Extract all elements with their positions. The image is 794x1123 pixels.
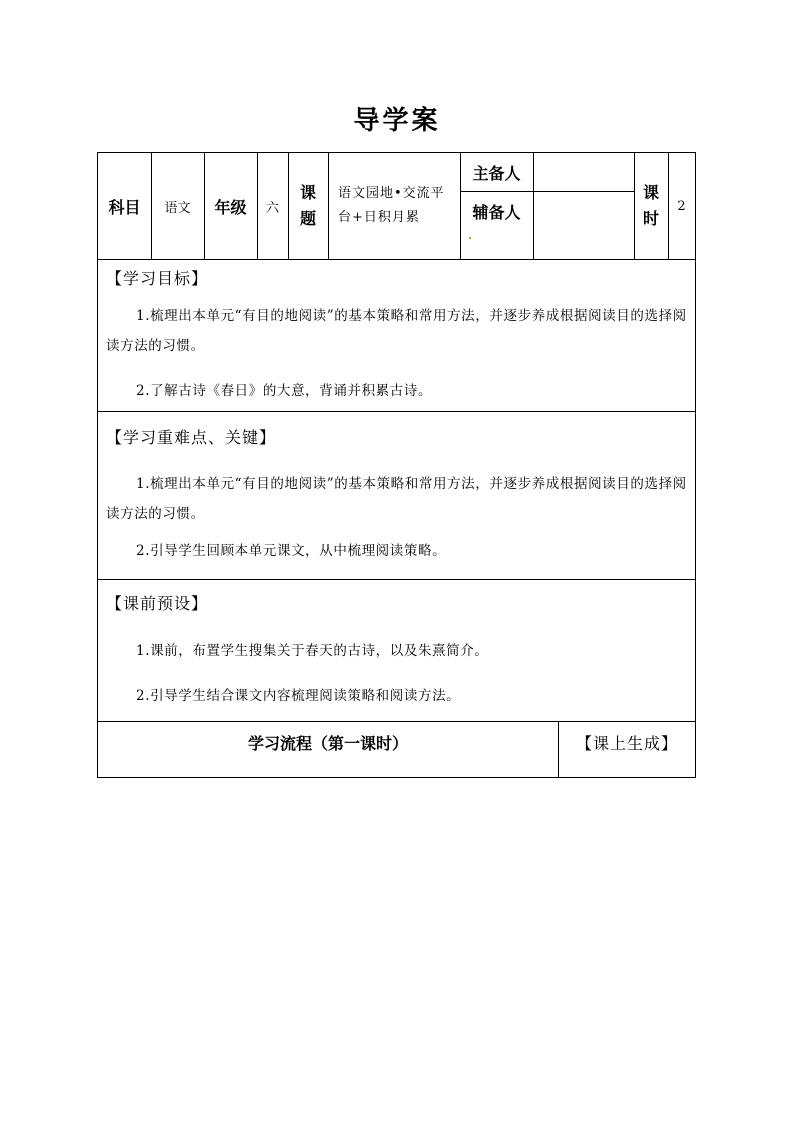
decorative-dot bbox=[469, 237, 471, 239]
objectives-item-1: 1.梳理出本单元“有目的地阅读”的基本策略和常用方法，并逐步养成根据阅读目的选择阅读方法的习惯。 bbox=[106, 308, 687, 354]
topic-label-line-2: 题 bbox=[299, 209, 316, 228]
period-label-line-2: 时 bbox=[642, 209, 659, 228]
page-title: 导学案 bbox=[353, 106, 441, 136]
topic-value-line-1: 语文园地•交流平 bbox=[338, 186, 445, 201]
row-divider bbox=[98, 579, 695, 580]
row-divider bbox=[98, 259, 695, 260]
topic-value bbox=[328, 153, 460, 259]
assistant-preparer-label: 辅备人 bbox=[472, 202, 521, 222]
row-divider bbox=[98, 411, 695, 412]
objectives-item-2: 2.了解古诗《春日》的大意，背诵并积累古诗。 bbox=[136, 383, 433, 399]
period-value: 2 bbox=[677, 198, 686, 214]
main-preparer-label: 主备人 bbox=[472, 163, 521, 183]
grade-value: 六 bbox=[265, 200, 279, 216]
topic-value-line-2: 台+日积月累 bbox=[338, 210, 420, 225]
lesson-plan-table bbox=[97, 152, 696, 778]
subject-value: 语文 bbox=[164, 200, 191, 216]
preparation-item-2: 2.引导学生结合课文内容梳理阅读策略和阅读方法。 bbox=[136, 688, 461, 704]
in-class-generation-label: 【课上生成】 bbox=[575, 733, 678, 753]
key-points-item-1: 1.梳理出本单元“有目的地阅读”的基本策略和常用方法，并逐步养成根据阅读目的选择阅读方法的习惯。 bbox=[106, 476, 687, 522]
key-points-item-2: 2.引导学生回顾本单元课文，从中梳理阅读策略。 bbox=[136, 543, 447, 559]
assistant-preparer-value bbox=[533, 192, 634, 259]
preparation-heading: 【课前预设】 bbox=[106, 594, 209, 613]
period-label-line-1: 课 bbox=[642, 183, 659, 202]
grade-label: 年级 bbox=[214, 197, 247, 217]
period-label bbox=[634, 153, 668, 259]
key-points-heading: 【学习重难点、关键】 bbox=[106, 428, 277, 447]
learning-process-label: 学习流程（第一课时） bbox=[247, 733, 408, 753]
main-preparer-value bbox=[533, 153, 634, 191]
preparation-item-1: 1.课前，布置学生搜集关于春天的古诗，以及朱熹简介。 bbox=[136, 643, 489, 659]
subject-label: 科目 bbox=[108, 197, 141, 217]
topic-label-line-1: 课 bbox=[299, 183, 316, 202]
objectives-heading: 【学习目标】 bbox=[106, 269, 209, 288]
topic-label bbox=[288, 153, 328, 259]
